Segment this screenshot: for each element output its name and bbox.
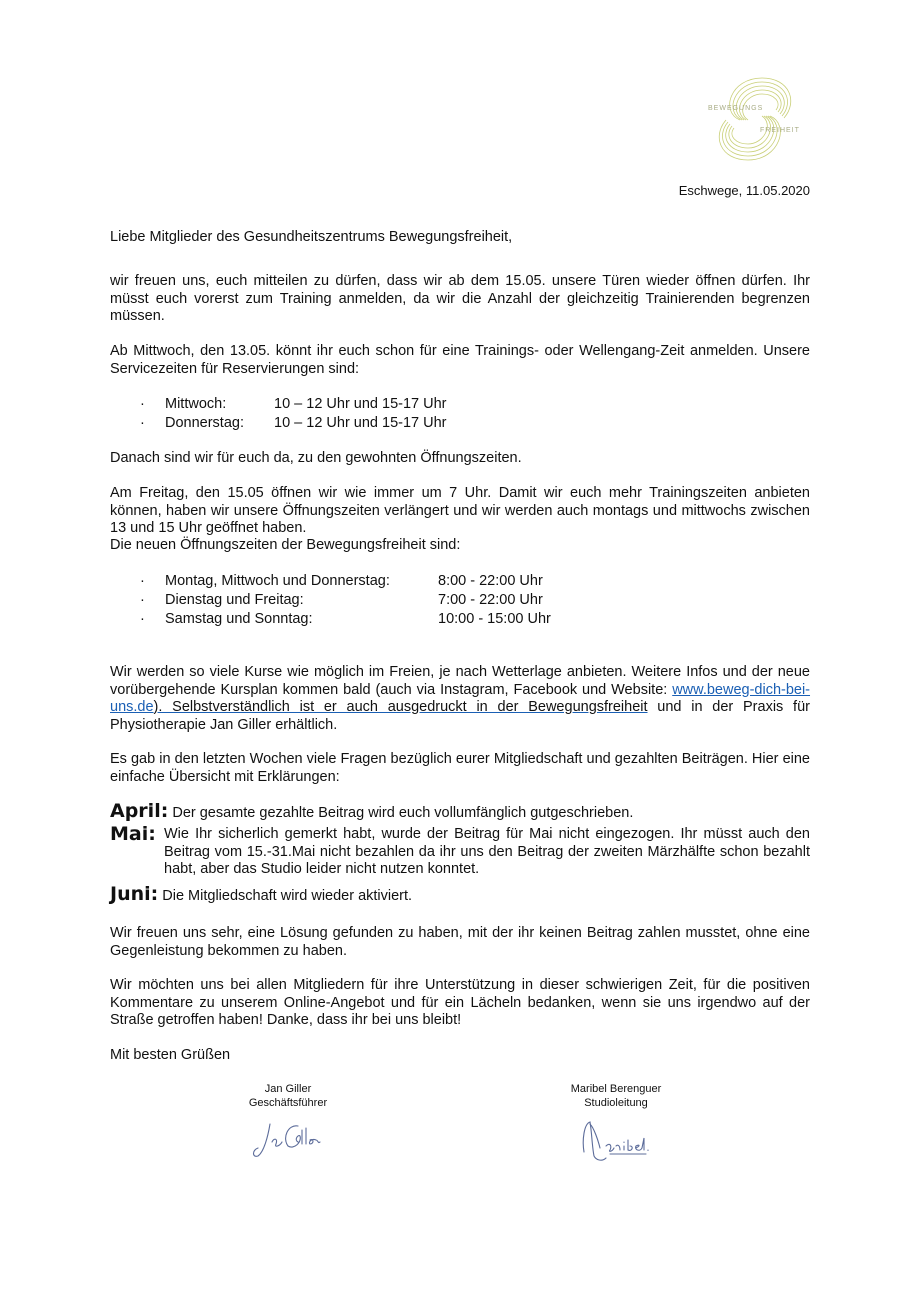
service-time: 10 – 12 Uhr und 15-17 Uhr [274,415,447,431]
paragraph-registration: Ab Mittwoch, den 13.05. könnt ihr euch schon für eine Trainings- oder Wellengang-Zeit anmelden. Unsere Servicezeiten für Reservierungen sind: [110,343,810,377]
month-april [110,800,810,823]
paragraph-solution: Wir freuen uns sehr, eine Lösung gefunden zu haben, mit der ihr keinen Beitrag zahlen musstet, ohne eine Gegenleistung bekommen zu haben. [110,925,810,959]
opening-days: Montag, Mittwoch und Donnerstag: [165,573,390,589]
courses-text-underlined: ). Selbstverständlich ist er auch ausgedruckt in der Bewegungsfreiheit [153,699,648,715]
month-juni [110,883,810,906]
bullet: · [140,592,145,608]
opening-time: 10:00 - 15:00 Uhr [438,611,551,627]
month-mai [110,823,810,879]
month-label: Juni: [110,883,159,905]
paragraph-usual-hours: Danach sind wir für euch da, zu den gewohnten Öffnungszeiten. [110,450,522,466]
bewegungsfreiheit-logo [700,72,810,164]
list-item [140,572,551,591]
month-label: Mai: [110,823,156,845]
paragraph-reopening: wir freuen uns, euch mitteilen zu dürfen, dass wir ab dem 15.05. unsere Türen wieder öffnen dürfen. Ihr müsst euch vorerst zum Training anmelden, da wir die Anzahl der gleichzeitig Trainierenden begrenzen müssen. [110,273,810,324]
month-label: April: [110,800,169,822]
logo-text-top: BEWEGUNGS [708,105,764,112]
paragraph-extended-hours: Am Freitag, den 15.05 öffnen wir wie immer um 7 Uhr. Damit wir euch mehr Trainingszeiten anbieten können, haben wir unsere Öffnungszeiten verlängert und wir werden auch montags und mittwochs zwischen 13 und 15 Uhr geöffnet haben. [110,485,810,536]
month-text: Wie Ihr sicherlich gemerkt habt, wurde der Beitrag für Mai nicht eingezogen. Ihr müsst auch den Beitrag vom 15.-31.Mai nicht bezahlen da ihr uns den Beitrag der zweiten Märzhälfte schon bezahlt habt, aber das Studio leider nicht nutzen konntet. [164,826,810,877]
closing: Mit besten Grüßen [110,1047,231,1063]
service-times-list [140,395,447,433]
paragraph-thanks: Wir möchten uns bei allen Mitgliedern für ihre Unterstützung in dieser schwierigen Zeit, für die positiven Kommentare zu unserem Online-Angebot und für ein Lächeln bedanken, wenn sie uns irgendwo auf der Straße getroffen haben! Danke, dass ihr bei uns bleibt! [110,977,810,1028]
paragraph-new-hours-intro: Die neuen Öffnungszeiten der Bewegungsfreiheit sind: [110,537,461,553]
salutation: Liebe Mitglieder des Gesundheitszentrums Bewegungsfreiheit, [110,229,513,245]
signatory-name: Maribel Berenguer [570,1083,662,1095]
signatory-role: Studioleitung [584,1096,648,1109]
opening-hours-list [140,572,551,629]
website-link[interactable]: www.beweg-dich-bei-uns.de [110,681,811,715]
signatory-giller [218,1083,358,1165]
list-item [140,414,447,433]
paragraph-courses [110,664,810,734]
bullet: · [140,396,145,412]
month-text: Die Mitgliedschaft wird wieder aktiviert. [162,888,413,904]
signatory-berenguer [546,1083,686,1171]
service-day: Donnerstag: [165,415,244,431]
bullet: · [140,611,145,627]
courses-text: Wir werden so viele Kurse wie möglich im Freien, je nach Wetterlage anbieten. Weitere Infos und der neue vorübergehende Kursplan kommen bald (auch via Instagram, Facebook und Website: [110,664,810,698]
signature-giller-icon [248,1116,328,1160]
courses-text-end: und in der Praxis für Physiotherapie Jan Giller erhältlich. [110,699,810,733]
opening-time: 7:00 - 22:00 Uhr [438,592,543,608]
month-text: Der gesamte gezahlte Beitrag wird euch vollumfänglich gutgeschrieben. [172,805,634,821]
logo-swirl-icon [700,72,810,164]
list-item [140,610,551,629]
bullet: · [140,573,145,589]
signatory-role: Geschäftsführer [248,1096,328,1109]
service-time: 10 – 12 Uhr und 15-17 Uhr [274,396,447,412]
opening-days: Dienstag und Freitag: [165,592,304,608]
paragraph-membership-questions: Es gab in den letzten Wochen viele Fragen bezüglich eurer Mitgliedschaft und gezahlten Beiträgen. Hier eine einfache Übersicht mit Erklärungen: [110,751,810,785]
logo-text-bottom: FREIHEIT [760,127,800,134]
date-line: Eschwege, 11.05.2020 [678,183,810,198]
bullet: · [140,415,145,431]
signature-berenguer-icon [576,1116,656,1166]
opening-days: Samstag und Sonntag: [165,611,313,627]
signatory-name: Jan Giller [264,1083,312,1095]
opening-time: 8:00 - 22:00 Uhr [438,573,543,589]
list-item [140,591,551,610]
list-item [140,395,447,414]
service-day: Mittwoch: [165,396,227,412]
